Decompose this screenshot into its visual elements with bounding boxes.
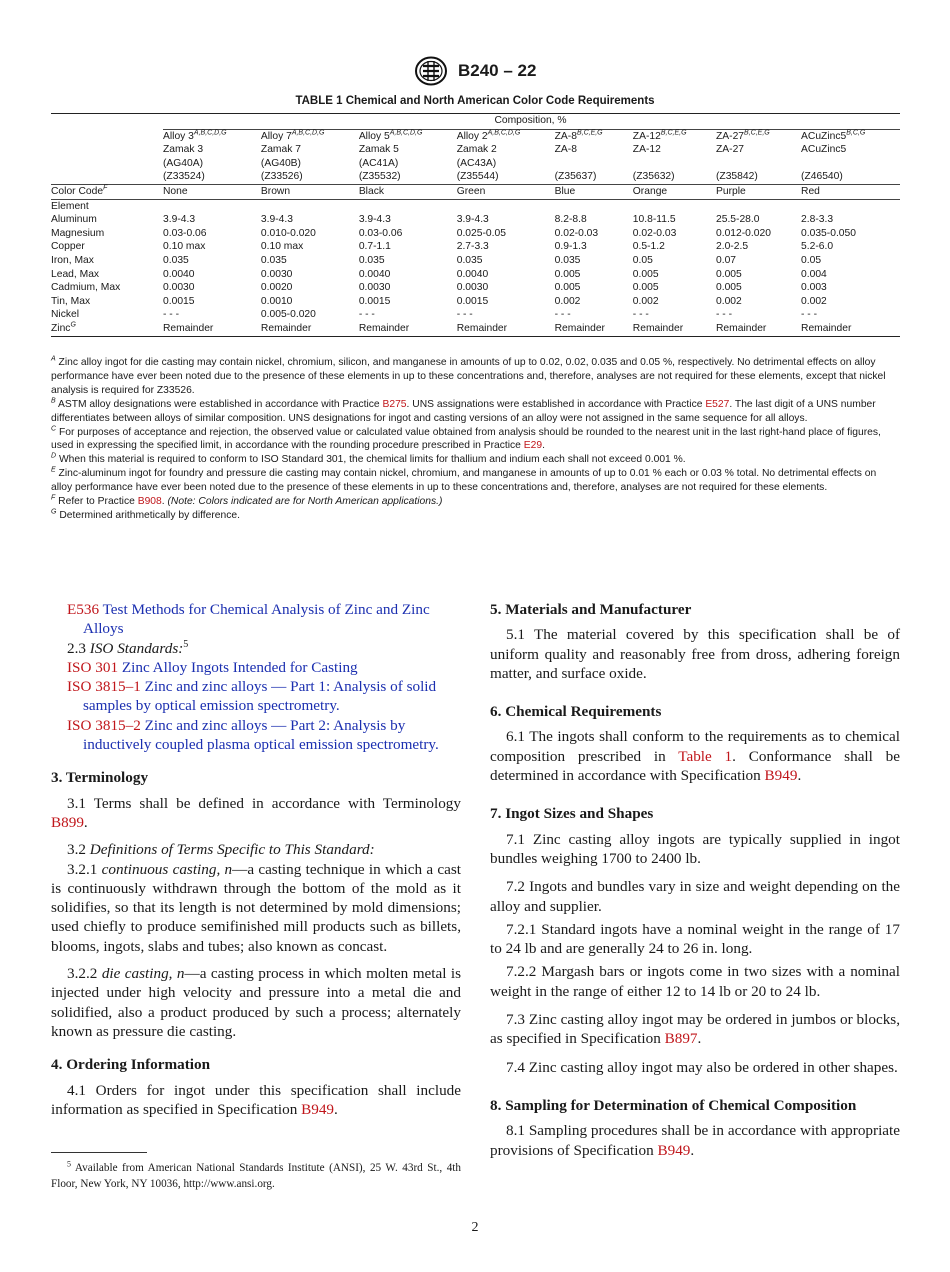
link-table-1[interactable]: Table 1 [678, 747, 733, 765]
composition-value-cell: 0.02-0.03 [554, 227, 599, 239]
composition-value-cell: 3.9-4.3 [358, 214, 391, 226]
reference-e536 [67, 600, 461, 639]
section-3-2-1: 3.2.1 continuous casting, n—a casting technique in which a cast is continuously withdrawn through the bottom of the mold as it solidifies, so that its length is not determined by mold dimensions; used chiefly to produce semifinished mill products such as billets, blooms, ingots, slabs and tubes; also known as concast. [51, 860, 462, 955]
alloy-name-cell: ZA-12 [632, 144, 661, 156]
composition-value-cell: 0.02-0.03 [632, 227, 677, 239]
composition-value-cell: 0.005 [554, 268, 581, 280]
link-iso3815-1-title[interactable]: Zinc and zinc alloys — Part 1: Analysis of solid samples by optical emission spectrometry. [83, 678, 437, 715]
composition-value-cell: 0.035 [163, 254, 189, 266]
section-7-2: 7.2 Ingots and bundles vary in size and weight depending on the alloy and supplier. [490, 878, 900, 915]
alloy-uns-row [51, 170, 900, 184]
table-row [51, 254, 900, 268]
composition-table [51, 113, 900, 337]
link-e536[interactable]: E536 [67, 601, 100, 618]
link-b275[interactable]: B275 [382, 398, 407, 410]
composition-value-cell: - - - [456, 309, 473, 321]
alloy-alt-designation-row [51, 157, 900, 171]
composition-value-cell: - - - [358, 309, 375, 321]
alloy-alt-cell [633, 157, 716, 171]
section-7-2-1: 7.2.1 Standard ingots have a nominal weight in the range of 17 to 24 lb and are generally 24 to 26 in. long. [490, 920, 900, 958]
link-b949[interactable]: B949 [301, 1100, 335, 1118]
composition-value-cell: Remainder [633, 322, 716, 336]
composition-value-cell: Remainder [457, 322, 555, 336]
composition-value-cell: 0.025-0.05 [456, 227, 506, 239]
color-code-label: Color Code$^F$ [51, 184, 163, 199]
footnote-c: $^C$ For purposes of acceptance and rejection, the observed value or calculated value obtained from analysis should be rounded to the nearest unit in the last right-hand place of figures, used in expressing the specified limit, in accordance with the rounding procedure prescribed in Practice E29. [51, 425, 881, 452]
section-4-1: 4.1 Orders for ingot under this specification shall include information as specified in Specification B949. [51, 1081, 461, 1118]
color-code-cell: Black [359, 184, 457, 199]
section-6-heading: 6. Chemical Requirements [490, 703, 662, 721]
alloy-name-cell: ZA-27 [715, 144, 745, 156]
composition-value-cell: 0.002 [554, 295, 581, 307]
composition-value-cell: 0.03-0.06 [358, 227, 403, 239]
alloy-header-cell: Alloy $3^{A,B,C,D,G}$ [163, 129, 227, 142]
section-3-1: 3.1 Terms shall be defined in accordance with Terminology B899. [51, 794, 461, 831]
composition-value-cell: 2.7-3.3 [456, 241, 489, 253]
composition-value-cell: 0.03-0.06 [163, 227, 207, 239]
composition-value-cell: 0.0015 [358, 295, 391, 307]
footnote-g: $^G$ Determined arithmetically by difference. [51, 508, 240, 521]
alloy-uns-cell: (Z35637) [554, 171, 597, 183]
element-name-cell: Copper [51, 241, 85, 253]
element-name-cell: Tin, Max [51, 295, 91, 307]
alloy-header-cell: $ZA-12^{B,C,E,G}$ [632, 129, 687, 142]
table-header-row [51, 114, 900, 130]
alloy-name-cell: Zamak 7 [260, 144, 301, 156]
composition-value-cell: 3.9-4.3 [163, 214, 196, 226]
link-b908[interactable]: B908 [137, 496, 162, 508]
alloy-uns-cell: (Z33524) [163, 171, 205, 183]
alloy-alt-cell: (AG40B) [260, 157, 301, 169]
composition-value-cell: 0.035-0.050 [801, 227, 856, 239]
section-7-2-2: 7.2.2 Margash bars or ingots come in two sizes with a nominal weight in the range of either 12 to 14 lb or 20 to 24 lb. [490, 963, 900, 1000]
alloy-alt-cell: (AC43A) [456, 157, 497, 169]
alloy-header-cell: $ACuZinc5^{B,C,G}$ [801, 129, 866, 142]
table-row [51, 308, 900, 322]
section-5-heading: 5. Materials and Manufacturer [490, 601, 692, 618]
alloy-name-row [51, 129, 900, 143]
composition-value-cell: 0.004 [801, 268, 827, 280]
composition-value-cell: Remainder [359, 322, 457, 336]
table-caption: TABLE 1 Chemical and North American Color Code Requirements [295, 95, 655, 107]
composition-value-cell: Remainder [261, 322, 359, 336]
alloy-header-cell: Alloy $7^{A,B,C,D,G}$ [260, 129, 325, 142]
composition-value-cell: 0.0010 [260, 295, 293, 307]
alloy-name-cell: Zamak 5 [358, 144, 399, 156]
alloy-uns-cell: (Z33526) [260, 171, 303, 183]
link-e29[interactable]: E29 [523, 440, 543, 452]
link-iso3815-2-title[interactable]: Zinc and zinc alloys — Part 2: Analysis by inductively coupled plasma optical emission spectrometry. [83, 716, 439, 754]
color-code-cell: Orange [633, 184, 716, 199]
composition-value-cell: 0.005 [632, 282, 659, 294]
link-iso301-title[interactable]: Zinc Alloy Ingots Intended for Casting [121, 658, 358, 676]
alloy-common-name-row [51, 143, 900, 157]
color-code-cell: None [163, 184, 261, 199]
composition-value-cell: 0.005 [715, 282, 742, 294]
composition-value-cell: 10.8-11.5 [632, 214, 676, 226]
composition-value-cell: 0.0040 [358, 268, 391, 280]
table-row [51, 281, 900, 295]
composition-value-cell: 8.2-8.8 [554, 214, 587, 226]
composition-value-cell: - - - [554, 309, 571, 321]
section-5-1: 5.1 The material covered by this specification shall be of uniform quality and reasonably free from dross, adhering foreign matter, and surface oxide. [490, 626, 900, 682]
composition-value-cell: 0.012-0.020 [715, 227, 771, 239]
table-row [51, 213, 900, 227]
section-3-2-2: 3.2.2 die casting, n—a casting process in which molten metal is injected under high velocity and pressure into a metal die and solidified, also a product produced by such a process; alternately known as pressure die casting. [51, 965, 461, 1040]
alloy-alt-cell [801, 157, 900, 171]
color-code-cell: Red [801, 184, 900, 199]
link-b949-8-1[interactable]: B949 [657, 1141, 691, 1159]
composition-value-cell: 0.0040 [456, 268, 489, 280]
composition-value-cell: 0.10 max [260, 241, 304, 253]
alloy-uns-cell: (Z46540) [801, 171, 843, 183]
composition-value-cell: 0.035 [554, 254, 581, 266]
element-label-row [51, 199, 900, 213]
alloy-uns-cell: (Z35544) [456, 171, 499, 183]
element-name-cell: Nickel [51, 309, 80, 321]
element-name-cell: Zinc$^G$ [51, 322, 163, 336]
footnote-divider [51, 1152, 147, 1153]
link-iso301[interactable]: ISO 301 [67, 658, 119, 676]
alloy-uns-cell: (Z35532) [358, 171, 401, 183]
right-column [490, 600, 900, 1160]
alloy-header-cell: Alloy $5^{A,B,C,D,G}$ [358, 129, 423, 142]
section-7-1: 7.1 Zinc casting alloy ingots are typically supplied in ingot bundles weighing 1700 to 2400 lb. [490, 830, 900, 867]
composition-value-cell: 0.0015 [456, 295, 489, 307]
composition-value-cell: 0.035 [456, 254, 483, 266]
page-number: 2 [471, 1220, 479, 1235]
link-b899[interactable]: B899 [51, 813, 84, 831]
composition-value-cell: 0.07 [715, 254, 737, 266]
alloy-alt-cell: (AC41A) [358, 157, 399, 169]
reference-iso3815-2 [67, 716, 461, 755]
alloy-alt-cell: (AG40A) [163, 157, 204, 169]
alloy-header-cell: $ZA-8^{B,C,E,G}$ [554, 129, 603, 142]
section-6-1: 6.1 The ingots shall conform to the requirements as to chemical composition prescribed in Table 1. Conformance shall be determined in accordance with Specification B949. [490, 728, 900, 785]
composition-value-cell: 0.05 [632, 254, 653, 266]
page-header [0, 56, 950, 86]
alloy-uns-cell: (Z35632) [632, 171, 675, 183]
alloy-header-cell: $ZA-27^{B,C,E,G}$ [715, 129, 770, 142]
table-footnotes [51, 356, 900, 523]
footnote-f: $^F$ Refer to Practice B908. (Note: Colors indicated are for North American applications.) [51, 494, 443, 508]
element-name-cell: Cadmium, Max [51, 282, 121, 294]
color-code-cell: Purple [716, 184, 801, 199]
composition-value-cell: 0.002 [801, 295, 827, 307]
composition-value-cell: 0.003 [801, 282, 827, 294]
composition-value-cell: 0.7-1.1 [358, 241, 391, 253]
composition-value-cell: 0.005 [554, 282, 581, 294]
composition-value-cell: 0.9-1.3 [554, 241, 587, 253]
section-7-4: 7.4 Zinc casting alloy ingot may also be ordered in other shapes. [506, 1058, 898, 1076]
composition-value-cell: 2.0-2.5 [715, 241, 749, 253]
link-b949-6-1[interactable]: B949 [764, 767, 798, 785]
color-code-row [51, 184, 900, 199]
table-row [51, 227, 900, 241]
composition-value-cell: 0.0030 [260, 268, 293, 280]
composition-value-cell: 3.9-4.3 [456, 214, 489, 226]
section-7-3: 7.3 Zinc casting alloy ingot may be ordered in jumbos or blocks, as specified in Specification B897. [490, 1011, 900, 1048]
composition-value-cell: 5.2-6.0 [801, 241, 834, 253]
composition-value-cell: 0.0040 [163, 268, 195, 280]
composition-value-cell: 0.005 [715, 268, 742, 280]
link-iso3815-2[interactable]: ISO 3815–2 [67, 716, 141, 734]
footnote-d: $^D$ When this material is required to conform to ISO Standard 301, the chemical limits for thallium and indium each shall not exceed 0.001 %. [51, 452, 686, 466]
alloy-name-cell: Zamak 3 [163, 144, 204, 156]
composition-value-cell: - - - [801, 309, 818, 321]
left-column [51, 600, 461, 1119]
composition-value-cell: - - - [163, 309, 180, 321]
footnote-b: $^B$ ASTM alloy designations were established in accordance with Practice B275. UNS assignations were established in accordance with Practice E527. The last digit of a UNS number differentiates between alloys of similar composition. UNS designations for ingot and casting versions of an alloy were not assigned in the same sequence for all alloys. [51, 397, 876, 424]
composition-value-cell: 0.5-1.2 [632, 241, 665, 253]
alloy-name-cell: Zamak 2 [456, 144, 497, 156]
footnote-a: $^A$ Zinc alloy ingot for die casting may contain nickel, chromium, silicon, and manganese in amounts of up to 0.02, 0.02, 0.035 and 0.05 %, respectively. No detrimental effects on alloy performance have ever been noted due to the presence of these elements in up to these concentrations and, therefore, analyses are not required for these elements, except that nickel analysis is required for Z33526. [51, 355, 886, 396]
composition-group-label: Composition, % [163, 114, 900, 130]
reference-iso301 [67, 658, 461, 677]
footnote-e: $^E$ Zinc-aluminum ingot for foundry and pressure die casting may contain nickel, chromium, and manganese in amounts of up to 0.01 % each or 0.03 % total. No detrimental effects on alloy performance have ever been noted due to the presence of these elements in up to these concentrations and, therefore, analyses are not required for these elements. [51, 466, 877, 494]
composition-value-cell: Remainder [555, 322, 633, 336]
section-8-heading: 8. Sampling for Determination of Chemical Composition [490, 1096, 857, 1114]
composition-value-cell: 0.05 [801, 254, 822, 266]
document-designation: B240 – 22 [458, 61, 537, 80]
section-3-heading: 3. Terminology [51, 769, 149, 787]
page-footnote-5: $^5$ Available from American National Standards Institute (ANSI), 25 W. 43rd St., 4th Floor, New York, NY 10036, http://www.ansi.org. [51, 1159, 461, 1190]
alloy-header-cell: Alloy $2^{A,B,C,D,G}$ [456, 129, 521, 142]
section-4-heading: 4. Ordering Information [51, 1056, 211, 1074]
table-row [51, 295, 900, 309]
composition-value-cell: 3.9-4.3 [260, 214, 293, 226]
table-row [51, 240, 900, 254]
composition-value-cell: 0.10 max [163, 241, 206, 253]
element-label: Element [51, 200, 89, 212]
composition-value-cell: Remainder [163, 322, 261, 336]
section-3-2: 3.2 Definitions of Terms Specific to This Standard: [67, 841, 375, 859]
composition-value-cell: 0.0030 [358, 282, 391, 294]
alloy-uns-cell: (Z35842) [715, 171, 758, 183]
table-row [51, 268, 900, 282]
color-code-cell: Green [457, 184, 555, 199]
link-e536-title[interactable]: Test Methods for Chemical Analysis of Zinc and Zinc Alloys [83, 601, 430, 638]
composition-value-cell: 0.010-0.020 [260, 227, 316, 239]
reference-iso3815-1 [67, 677, 461, 716]
element-name-cell: Lead, Max [51, 268, 100, 280]
section-7-heading: 7. Ingot Sizes and Shapes [490, 805, 654, 823]
alloy-alt-cell [555, 157, 633, 171]
composition-value-cell: 0.035 [358, 254, 385, 266]
alloy-alt-cell [716, 157, 801, 171]
composition-value-cell: 0.035 [260, 254, 287, 266]
section-8-1: 8.1 Sampling procedures shall be in accordance with appropriate provisions of Specification B949. [490, 1122, 900, 1159]
composition-value-cell: Remainder [716, 322, 801, 336]
link-b897[interactable]: B897 [664, 1030, 698, 1048]
link-iso3815-1[interactable]: ISO 3815–1 [67, 678, 141, 696]
composition-value-cell: - - - [715, 309, 732, 321]
composition-value-cell: 0.002 [632, 295, 659, 307]
astm-logo-icon [414, 56, 448, 86]
composition-value-cell: 2.8-3.3 [801, 214, 834, 226]
composition-value-cell: - - - [632, 309, 649, 321]
table-row [51, 322, 900, 336]
link-e527[interactable]: E527 [705, 398, 730, 410]
composition-value-cell: 0.005 [632, 268, 659, 280]
color-code-cell: Blue [555, 184, 633, 199]
composition-value-cell: 0.0030 [163, 282, 195, 294]
composition-value-cell: 0.0020 [260, 282, 293, 294]
composition-value-cell: Remainder [801, 322, 900, 336]
element-name-cell: Iron, Max [51, 254, 94, 266]
alloy-name-cell: ACuZinc5 [801, 144, 847, 156]
element-name-cell: Aluminum [51, 214, 97, 226]
composition-value-cell: 0.002 [715, 295, 742, 307]
section-2-3: 2.3 ISO Standards:$^5$ [67, 638, 189, 657]
color-code-cell: Brown [261, 184, 359, 199]
composition-value-cell: 0.0030 [456, 282, 489, 294]
composition-value-cell: 0.005-0.020 [260, 309, 316, 321]
composition-value-cell: 25.5-28.0 [715, 214, 760, 226]
alloy-name-cell: ZA-8 [554, 144, 577, 156]
element-name-cell: Magnesium [51, 227, 105, 239]
composition-value-cell: 0.0015 [163, 295, 195, 307]
